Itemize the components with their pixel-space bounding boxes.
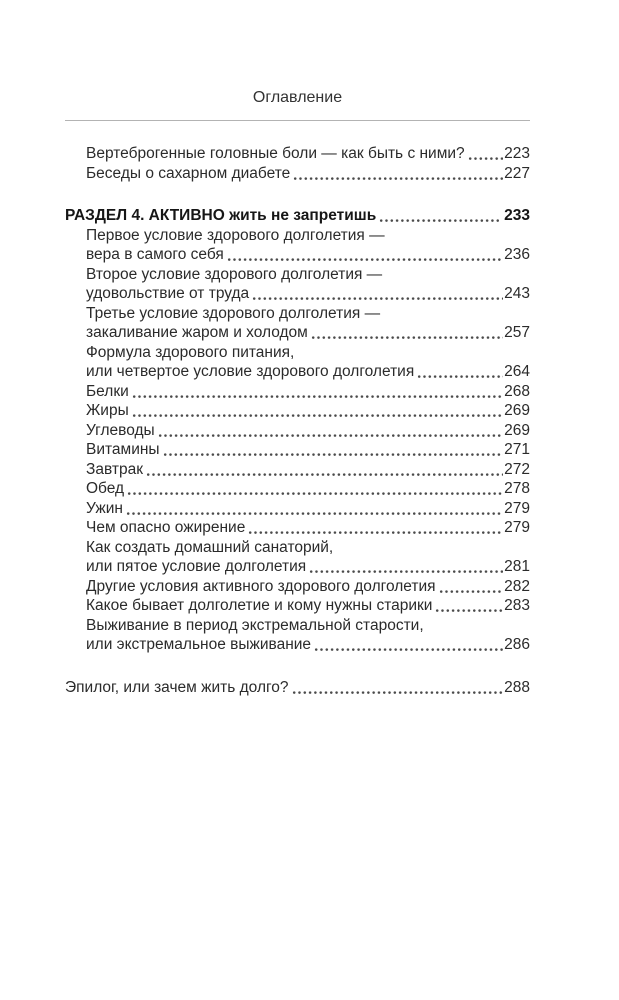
toc-entry-title: Другие условия активного здорового долголетия xyxy=(86,577,436,595)
toc-entry-title: или четвертое условие здорового долголетия xyxy=(86,363,415,380)
toc-page-number: 223 xyxy=(504,145,530,162)
toc-row xyxy=(65,460,530,480)
toc-entry-title: Выживание в период экстремальной старости, xyxy=(86,616,424,634)
toc-leader-dots xyxy=(292,678,504,698)
toc-row xyxy=(65,343,530,363)
toc-row xyxy=(65,304,530,324)
toc-leader-dots xyxy=(417,362,503,382)
toc-page-number: 281 xyxy=(504,558,530,575)
toc-leader-dots xyxy=(163,440,504,460)
toc-entry-title: вера в самого себя xyxy=(86,246,224,263)
toc-leader-dots xyxy=(439,577,504,597)
toc-page-number: 269 xyxy=(504,402,530,419)
toc-page-number: 264 xyxy=(504,363,530,380)
toc-row xyxy=(65,382,530,402)
toc-entry-title: Какое бывает долголетие и кому нужны старики xyxy=(86,597,433,614)
toc-row xyxy=(65,678,530,698)
toc-row xyxy=(65,440,530,460)
toc-page-number: 288 xyxy=(504,678,530,696)
toc-row xyxy=(65,499,530,519)
toc-row xyxy=(65,362,530,382)
toc-page-number: 278 xyxy=(504,480,530,497)
toc-row xyxy=(65,144,530,164)
toc-entry-title: Углеводы xyxy=(86,421,155,439)
toc-leader-dots xyxy=(227,245,503,265)
toc-leader-dots xyxy=(293,164,503,184)
toc-entry-title: Формула здорового питания, xyxy=(86,343,295,361)
toc-entry-title: Ужин xyxy=(86,499,123,517)
toc-row xyxy=(65,284,530,304)
toc-row xyxy=(65,518,530,538)
toc-entry-title: или экстремальное выживание xyxy=(86,636,312,653)
toc-entry-title: РАЗДЕЛ 4. АКТИВНО жить не запретишь xyxy=(65,207,377,224)
toc-leader-dots xyxy=(132,401,503,421)
toc-page-number: 227 xyxy=(504,164,530,182)
toc-entry-title: Белки xyxy=(86,382,129,400)
toc-leader-dots xyxy=(379,206,499,226)
toc-page-number: 243 xyxy=(504,285,530,302)
toc-entry-title: Первое условие здорового долголетия — xyxy=(86,226,385,244)
toc-row xyxy=(65,557,530,577)
toc-leader-dots xyxy=(146,460,503,480)
toc-entry-title: Чем опасно ожирение xyxy=(86,519,246,536)
toc-row xyxy=(65,226,530,246)
toc-entry-title: Второе условие здорового долголетия — xyxy=(86,265,383,283)
toc-leader-dots xyxy=(252,284,503,304)
toc-page-number: 272 xyxy=(504,460,530,478)
toc-page-number: 279 xyxy=(504,519,530,536)
toc-entry-title: Вертеброгенные головные боли — как быть с ними? xyxy=(86,145,465,162)
toc-leader-dots xyxy=(126,499,503,519)
toc-entry-title: Жиры xyxy=(86,402,129,419)
toc-page-number: 282 xyxy=(504,577,530,595)
toc-row xyxy=(65,577,530,597)
toc-entry-title: закаливание жаром и холодом xyxy=(86,324,308,341)
toc-entry-title: Витамины xyxy=(86,441,160,458)
toc-leader-dots xyxy=(127,479,503,499)
toc-page-number: 269 xyxy=(504,421,530,439)
toc-section-row xyxy=(65,206,530,226)
toc-row xyxy=(65,538,530,558)
toc-entry-title: Обед xyxy=(86,480,125,497)
toc-leader-dots xyxy=(309,557,503,577)
toc-leader-dots xyxy=(435,596,503,616)
page-title: Оглавление xyxy=(252,89,343,106)
toc-row xyxy=(65,323,530,343)
toc-row xyxy=(65,265,530,285)
toc-row xyxy=(65,421,530,441)
toc-entry-title: Завтрак xyxy=(86,460,143,478)
toc-row xyxy=(65,616,530,636)
toc-page-number: 233 xyxy=(504,207,530,224)
toc-leader-dots xyxy=(311,323,503,343)
toc-page-number: 257 xyxy=(504,324,530,341)
toc-page-number: 286 xyxy=(504,636,530,653)
toc-entry-title: Третье условие здорового долголетия — xyxy=(86,304,381,322)
toc-entry-title: или пятое условие долголетия xyxy=(86,558,307,575)
toc-page-number: 236 xyxy=(504,246,530,263)
toc-list xyxy=(65,144,530,697)
toc-leader-dots xyxy=(132,382,503,402)
toc-row xyxy=(65,245,530,265)
toc-page-number: 268 xyxy=(504,382,530,400)
toc-leader-dots xyxy=(468,144,503,164)
toc-leader-dots xyxy=(158,421,503,441)
toc-page-number: 279 xyxy=(504,499,530,517)
header-divider xyxy=(65,120,530,121)
toc-row xyxy=(65,164,530,184)
toc-page-number: 271 xyxy=(504,441,530,458)
toc-row xyxy=(65,401,530,421)
toc-row xyxy=(65,479,530,499)
toc-entry-title: удовольствие от труда xyxy=(86,285,250,302)
toc-entry-title: Эпилог, или зачем жить долго? xyxy=(65,678,289,696)
toc-row xyxy=(65,635,530,655)
toc-page-number: 283 xyxy=(504,597,530,614)
toc-row xyxy=(65,596,530,616)
toc-entry-title: Беседы о сахарном диабете xyxy=(86,164,291,182)
toc-leader-dots xyxy=(248,518,503,538)
toc-leader-dots xyxy=(314,635,503,655)
toc-entry-title: Как создать домашний санаторий, xyxy=(86,538,334,556)
